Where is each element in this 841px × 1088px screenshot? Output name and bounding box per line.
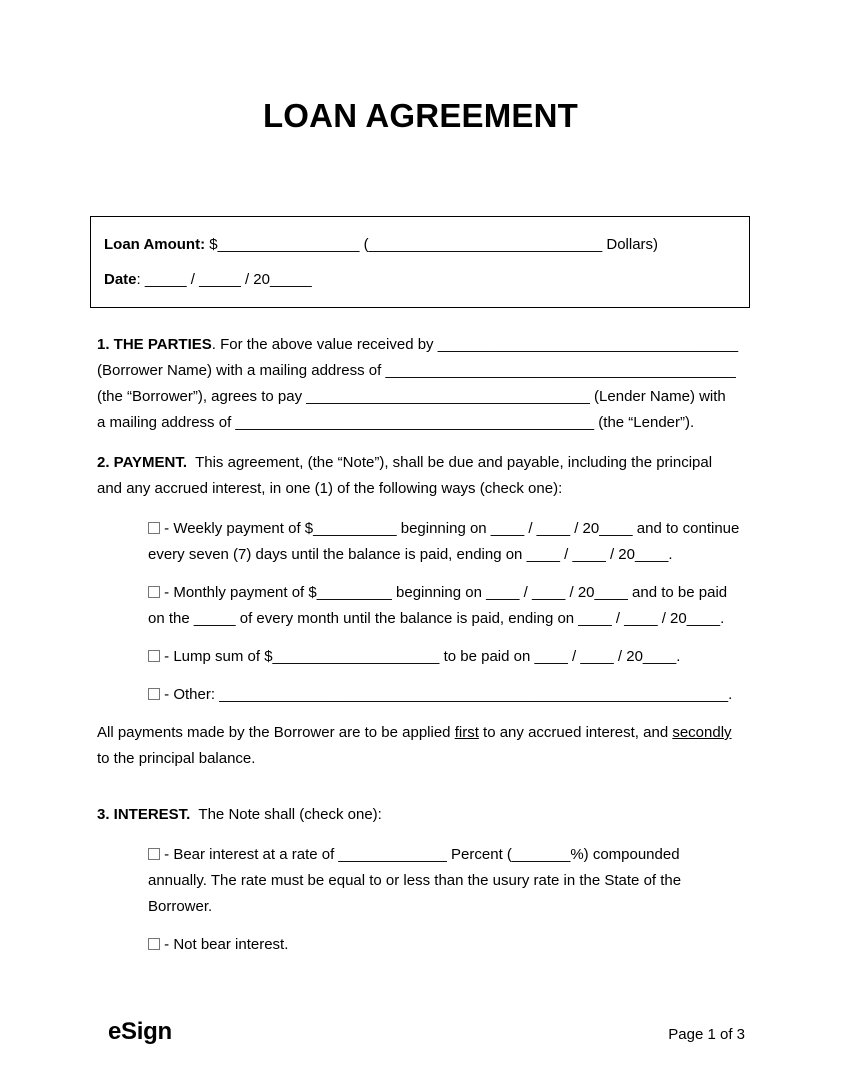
interest-option-bear-line: [148, 868, 746, 894]
payment-option-monthly-line: [148, 580, 746, 606]
text-segment: to be paid on ____ / ____ / 20____.: [439, 648, 681, 665]
text-segment: - Other:: [160, 686, 220, 703]
text-segment: beginning on ____ / ____ / 20____ and to continue: [396, 520, 740, 537]
text-segment: annually. The rate must be equal to or less than the usury rate in the State of the: [148, 872, 682, 889]
text-segment: (the “Lender”).: [594, 414, 695, 431]
text-segment: (: [359, 236, 369, 253]
lender-address-blank[interactable]: ___________________________________________: [235, 414, 595, 431]
section-1-the-parties-line: [97, 410, 746, 436]
payment-option-weekly-line: [148, 516, 746, 542]
loan-summary-box-line: [104, 232, 737, 258]
payment-option-weekly-line: [148, 542, 746, 568]
text-segment: Borrower.: [148, 898, 213, 915]
section-2-payment-intro: [97, 450, 746, 502]
esign-logo: eSign: [108, 1018, 172, 1045]
text-segment: This agreement, (the “Note”), shall be due and payable, including the principal: [187, 454, 713, 471]
checkbox-monthly[interactable]: [148, 586, 160, 598]
text-segment: - Lump sum of $: [160, 648, 273, 665]
text-segment: Date: [104, 271, 137, 288]
weekly-amount-blank[interactable]: __________: [313, 520, 397, 537]
payments-application-note-line: [97, 746, 746, 772]
text-segment: Percent (: [446, 846, 512, 863]
payments-application-note-line: [97, 720, 746, 746]
monthly-amount-blank[interactable]: _________: [316, 584, 392, 601]
borrower-name-blank[interactable]: ____________________________________: [437, 336, 739, 353]
payment-option-monthly: [148, 580, 746, 632]
text-segment: and any accrued interest, in one (1) of the following ways (check one):: [97, 480, 563, 497]
text-segment: :: [136, 271, 145, 288]
section-1-the-parties-line: [97, 358, 746, 384]
payments-application-note: [97, 720, 746, 772]
text-segment: - Bear interest at a rate of: [160, 846, 339, 863]
text-segment: %) compounded: [570, 846, 680, 863]
text-segment: (the “Borrower”), agrees to pay: [97, 388, 307, 405]
text-segment: to any accrued interest, and: [478, 724, 673, 741]
document-title: LOAN AGREEMENT: [262, 97, 579, 134]
payment-option-lump-sum-line: [148, 644, 746, 670]
payment-option-other: [148, 682, 746, 708]
interest-option-bear-line: [148, 842, 746, 868]
loan-summary-box: [90, 216, 750, 308]
checkbox-weekly[interactable]: [148, 522, 160, 534]
loan-amount-words-blank[interactable]: ____________________________: [368, 236, 603, 253]
checkbox-lump-sum[interactable]: [148, 650, 160, 662]
payment-option-other-line: [148, 682, 746, 708]
loan-amount-blank[interactable]: _________________: [217, 236, 360, 253]
borrower-address-blank[interactable]: __________________________________________: [385, 362, 736, 379]
payment-option-monthly-line: [148, 606, 746, 632]
text-segment: 3. INTEREST.: [97, 806, 191, 823]
text-segment: - Monthly payment of $: [160, 584, 317, 601]
page-footer: [97, 1019, 745, 1048]
section-3-interest-intro-line: [97, 802, 746, 828]
text-segment: $: [209, 236, 218, 253]
text-segment: first: [454, 724, 479, 741]
lump-sum-amount-blank[interactable]: ____________________: [272, 648, 440, 665]
other-payment-blank[interactable]: _____________________________________________________________: [219, 686, 729, 703]
text-segment: on the _____ of every month until the balance is paid, ending on ____ / ____ / 20____.: [148, 610, 725, 627]
text-segment: - Weekly payment of $: [160, 520, 314, 537]
section-2-payment-intro-line: [97, 476, 746, 502]
section-2-payment-intro-line: [97, 450, 746, 476]
text-segment: (Lender Name) with: [589, 388, 726, 405]
text-segment: a mailing address of: [97, 414, 236, 431]
payment-option-lump-sum: [148, 644, 746, 670]
text-segment: . For the above value received by: [211, 336, 438, 353]
page-number-indicator: Page 1 of 3: [668, 1026, 745, 1043]
text-segment: 2. PAYMENT.: [97, 454, 188, 471]
text-segment: every seven (7) days until the balance is paid, ending on ____ / ____ / 20____.: [148, 546, 673, 563]
text-segment: .: [728, 686, 733, 703]
section-1-the-parties-line: [97, 332, 746, 358]
payment-option-weekly: [148, 516, 746, 568]
lender-name-blank[interactable]: __________________________________: [306, 388, 590, 405]
text-segment: secondly: [672, 724, 732, 741]
section-3-interest-intro: [97, 802, 746, 828]
interest-option-not-bear: [148, 932, 746, 958]
text-segment: (Borrower Name) with a mailing address of: [97, 362, 386, 379]
checkbox-bear-interest[interactable]: [148, 848, 160, 860]
text-segment: Loan Amount:: [104, 236, 210, 253]
checkbox-not-bear-interest[interactable]: [148, 938, 160, 950]
text-segment: beginning on ____ / ____ / 20____ and to be paid: [391, 584, 728, 601]
text-segment: Dollars): [602, 236, 659, 253]
interest-rate-percent-blank[interactable]: _______: [511, 846, 571, 863]
interest-option-bear-line: [148, 894, 746, 920]
document-body: [97, 216, 746, 958]
section-1-the-parties-line: [97, 384, 746, 410]
text-segment: All payments made by the Borrower are to be applied: [97, 724, 455, 741]
interest-option-bear: [148, 842, 746, 920]
text-segment: - Not bear interest.: [160, 936, 289, 953]
loan-summary-box-line: [104, 267, 737, 293]
checkbox-other[interactable]: [148, 688, 160, 700]
section-1-the-parties: [97, 332, 746, 436]
text-segment: to the principal balance.: [97, 750, 256, 767]
text-segment: 1. THE PARTIES: [97, 336, 212, 353]
interest-option-not-bear-line: [148, 932, 746, 958]
text-segment: The Note shall (check one):: [190, 806, 382, 823]
date-blank[interactable]: _____ / _____ / 20_____: [144, 271, 312, 288]
interest-rate-words-blank[interactable]: _____________: [338, 846, 447, 863]
